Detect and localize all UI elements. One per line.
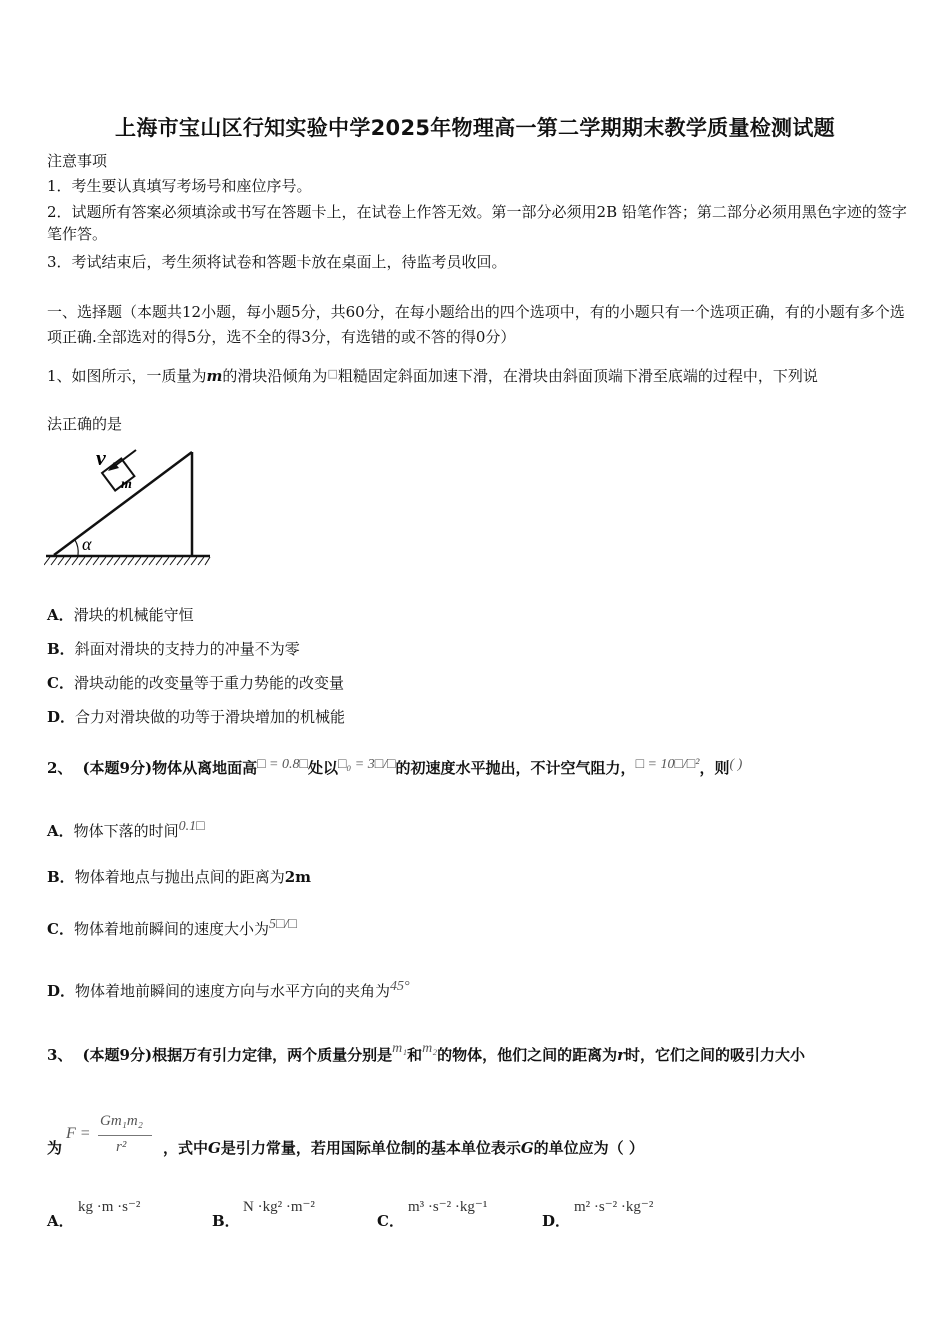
q1-mass-symbol: m bbox=[206, 367, 223, 385]
q3-option-b-math: N ·kg² ·m⁻² bbox=[243, 1199, 315, 1215]
notice-item-2: 2．试题所有答案必须填涂或书写在答题卡上，在试卷上作答无效。第一部分必须用2B 铅笔作答；第二部分必须用黑色字迹的签字笔作答。 bbox=[47, 203, 907, 243]
ground-hatching bbox=[44, 557, 210, 565]
q2-option-c: C．物体着地前瞬间的速度大小为5□/□ bbox=[47, 917, 297, 938]
q2-option-a: A．物体下落的时间0.1□ bbox=[47, 819, 205, 840]
q3-option-c-label: C． bbox=[377, 1212, 404, 1230]
notice-item-3: 3．考试结束后，考生须将试卷和答题卡放在桌面上，待监考员收回。 bbox=[47, 253, 507, 271]
block-label: m bbox=[121, 477, 132, 492]
section-heading: 一、选择题（本题共12小题，每小题5分，共60分，在每小题给出的四个选项中，有的小题只有一个选项正确，有的小题有多个选项正确.全部选对的得5分，选不全的得3分，有选错的或不答的得0分） bbox=[47, 303, 905, 346]
q2-option-d: D．物体着地前瞬间的速度方向与水平方向的夹角为45° bbox=[47, 979, 410, 1000]
q3-m1: m₁ bbox=[392, 1041, 408, 1056]
q2-answer-bracket: ( ) bbox=[729, 757, 743, 772]
q1-option-a: A．滑块的机械能守恒 bbox=[47, 606, 194, 624]
q1-angle-placeholder: □ bbox=[327, 367, 338, 380]
q1-stem-line1 bbox=[47, 363, 818, 387]
q3-stem-line2: 为 bbox=[47, 1139, 63, 1157]
velocity-label: v bbox=[96, 445, 106, 470]
q1-text-a: 1、如图所示，一质量为 bbox=[47, 367, 207, 385]
q2-stem: 2、 (本题9分)物体从离地面高□ = 0.8□处以□₀ = 3□/□的初速度水平抛出，不计空气阻力，□ = 10□/□²，则( ) bbox=[47, 757, 743, 777]
q3-option-a-label: A． bbox=[47, 1212, 74, 1230]
q2-points: (本题9分) bbox=[82, 759, 153, 777]
q3-stem-line2-rest: ，式中G是引力常量，若用国际单位制的基本单位表示G的单位应为（ ） bbox=[163, 1139, 644, 1157]
q1-text-c: 粗糙固定斜面加速下滑，在滑块由斜面顶端下滑至底端的过程中，下列说 bbox=[337, 367, 818, 385]
incline-figure bbox=[44, 444, 214, 570]
notice-heading: 注意事项 bbox=[47, 152, 108, 170]
angle-arc bbox=[75, 540, 78, 555]
q1-option-d: D．合力对滑块做的功等于滑块增加的机械能 bbox=[47, 708, 346, 726]
q3-option-d-label: D． bbox=[542, 1212, 571, 1230]
q3-points: (本题9分) bbox=[82, 1046, 153, 1064]
q2-g-expr: □ = 10□/□² bbox=[635, 757, 700, 772]
page-title: 上海市宝山区行知实验中学2025年物理高一第二学期期末教学质量检测试题 bbox=[115, 116, 835, 140]
q1-text-b: 的滑块沿倾角为 bbox=[222, 367, 328, 385]
q3-stem-line1: 3、 (本题9分)根据万有引力定律，两个质量分别是m₁和m₂的物体，他们之间的距离为r时，它们之间的吸引力大小 bbox=[47, 1041, 806, 1064]
q3-option-c-math: m³ ·s⁻² ·kg⁻¹ bbox=[408, 1199, 488, 1215]
q2-v0-expr: □₀ = 3□/□ bbox=[337, 757, 396, 772]
q2-option-b: B．物体着地点与抛出点间的距离为2m bbox=[47, 868, 312, 886]
q3-m2: m₂ bbox=[422, 1041, 438, 1056]
q1-option-c: C．滑块动能的改变量等于重力势能的改变量 bbox=[47, 674, 344, 692]
q1-stem-line2: 法正确的是 bbox=[47, 415, 123, 433]
q3-option-b-label: B． bbox=[212, 1212, 240, 1230]
angle-label: α bbox=[82, 534, 92, 554]
q2-height-expr: □ = 0.8□ bbox=[257, 757, 308, 772]
q3-option-d-math: m² ·s⁻² ·kg⁻² bbox=[574, 1199, 654, 1215]
q1-option-b: B．斜面对滑块的支持力的冲量不为零 bbox=[47, 640, 300, 658]
notice-item-1: 1．考生要认真填写考场号和座位序号。 bbox=[47, 177, 312, 195]
q3-option-a-math: kg ·m ·s⁻² bbox=[78, 1199, 141, 1215]
